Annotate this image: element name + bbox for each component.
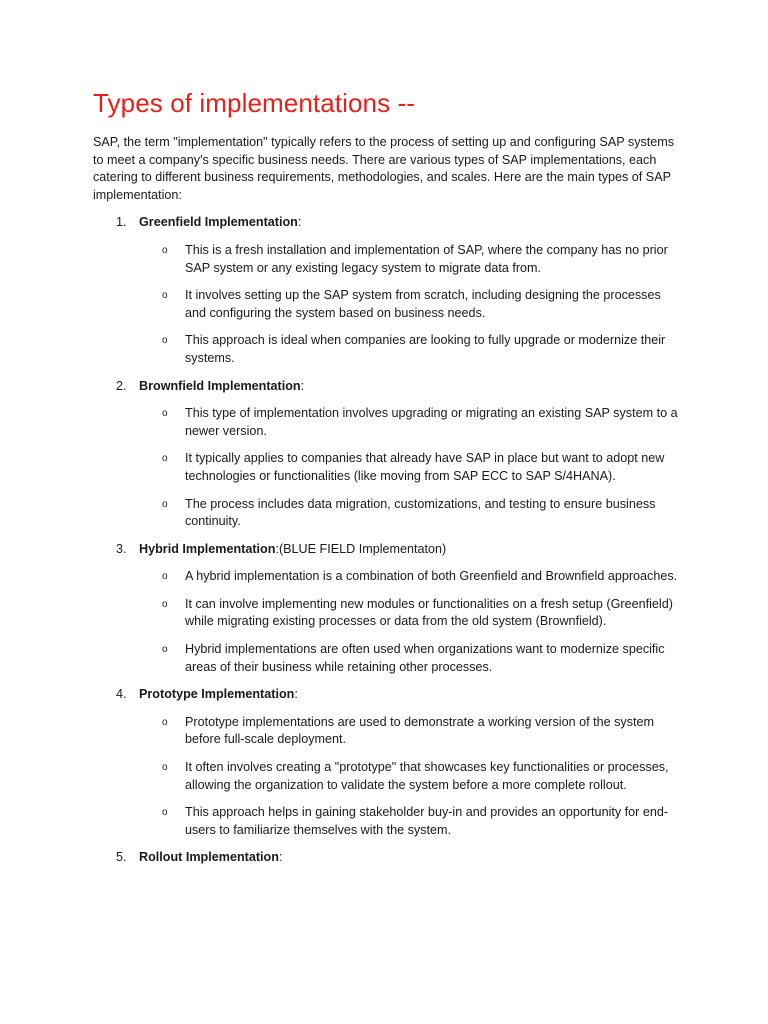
section-title-suffix: :(BLUE FIELD Implementaton) bbox=[275, 541, 447, 556]
bullet-text: This approach is ideal when companies are looking to fully upgrade or modernize their systems. bbox=[185, 333, 666, 365]
circle-bullet-icon: o bbox=[162, 716, 168, 728]
list-item bbox=[93, 405, 683, 440]
bullet-list bbox=[93, 242, 683, 368]
circle-bullet-icon: o bbox=[162, 644, 168, 656]
page-title: Types of implementations -- bbox=[93, 88, 416, 118]
circle-bullet-icon: o bbox=[162, 571, 168, 583]
circle-bullet-icon: o bbox=[162, 244, 168, 256]
section-heading bbox=[93, 214, 683, 232]
list-item bbox=[93, 332, 683, 367]
implementation-types-list bbox=[93, 214, 683, 867]
list-item bbox=[93, 568, 683, 586]
list-item bbox=[93, 287, 683, 322]
list-item bbox=[93, 450, 683, 485]
circle-bullet-icon: o bbox=[162, 408, 168, 420]
section-heading bbox=[93, 849, 683, 867]
bullet-text: This type of implementation involves upgrading or migrating an existing SAP system to a newer version. bbox=[185, 406, 678, 438]
section-heading bbox=[93, 541, 683, 559]
section-item bbox=[93, 849, 683, 867]
circle-bullet-icon: o bbox=[162, 598, 168, 610]
section-title-suffix: : bbox=[297, 215, 302, 230]
bullet-text: It often involves creating a "prototype" that showcases key functionalities or processes, allowing the organization to validate the system before a more complete rollout. bbox=[185, 760, 669, 792]
circle-bullet-icon: o bbox=[162, 498, 168, 510]
section-title-suffix: : bbox=[278, 850, 283, 865]
bullet-text: It can involve implementing new modules or functionalities on a fresh setup (Greenfield) while migrating existing processes or data from the old system (Brownfield). bbox=[185, 596, 673, 629]
bullet-list bbox=[93, 714, 683, 840]
section-title-suffix: : bbox=[300, 378, 305, 393]
circle-bullet-icon: o bbox=[162, 453, 168, 465]
bullet-text: It involves setting up the SAP system from scratch, including designing the processes and configuring the system based on business needs. bbox=[185, 288, 661, 320]
section-number: 3. bbox=[116, 541, 127, 556]
bullet-text: This approach helps in gaining stakeholder buy-in and provides an opportunity for end-users to familiarize themselves with the system. bbox=[185, 805, 669, 837]
list-item bbox=[93, 714, 683, 749]
list-item bbox=[93, 641, 683, 676]
circle-bullet-icon: o bbox=[162, 290, 168, 302]
section-title-suffix: : bbox=[294, 687, 298, 702]
list-item bbox=[93, 596, 683, 631]
section-title: Greenfield Implementation bbox=[139, 215, 298, 230]
section-item bbox=[93, 214, 683, 367]
list-item bbox=[93, 759, 683, 794]
bullet-text: Prototype implementations are used to demonstrate a working version of the system before full-scale deployment. bbox=[185, 714, 655, 747]
section-title: Brownfield Implementation bbox=[139, 378, 301, 393]
bullet-text: Hybrid implementations are often used when organizations want to modernize specific areas of their business while retaining other processes. bbox=[185, 642, 665, 674]
list-item bbox=[93, 242, 683, 277]
circle-bullet-icon: o bbox=[162, 335, 168, 347]
section-item bbox=[93, 378, 683, 531]
section-title: Hybrid Implementation bbox=[139, 541, 276, 556]
list-item bbox=[93, 804, 683, 839]
bullet-text: A hybrid implementation is a combination of both Greenfield and Brownfield approaches. bbox=[185, 569, 678, 584]
circle-bullet-icon: o bbox=[162, 762, 168, 774]
section-number: 4. bbox=[116, 687, 127, 702]
section-heading bbox=[93, 378, 683, 396]
section-number: 1. bbox=[116, 215, 127, 230]
section-title: Rollout Implementation bbox=[139, 850, 279, 865]
section-number: 2. bbox=[116, 378, 127, 393]
bullet-text: It typically applies to companies that already have SAP in place but want to adopt new technologies or functionalities (like moving from SAP ECC to SAP S/4HANA). bbox=[185, 451, 665, 483]
intro-paragraph: SAP, the term "implementation" typically refers to the process of setting up and configuring SAP systems to meet a company's specific business needs. There are various types of SAP implementations, each catering to different business requirements, methodologies, and scales. Here are the main types of SAP implementation: bbox=[93, 135, 675, 202]
circle-bullet-icon: o bbox=[162, 807, 168, 819]
section-number: 5. bbox=[116, 850, 127, 865]
section-title: Prototype Implementation bbox=[139, 687, 295, 702]
document-page bbox=[93, 86, 683, 877]
bullet-text: The process includes data migration, customizations, and testing to ensure business continuity. bbox=[185, 496, 656, 529]
bullet-list bbox=[93, 568, 683, 676]
bullet-text: This is a fresh installation and implementation of SAP, where the company has no prior SAP system or any existing legacy system to migrate data from. bbox=[185, 242, 668, 275]
bullet-list bbox=[93, 405, 683, 531]
section-heading bbox=[93, 686, 683, 704]
list-item bbox=[93, 496, 683, 531]
section-item bbox=[93, 686, 683, 839]
section-item bbox=[93, 541, 683, 677]
